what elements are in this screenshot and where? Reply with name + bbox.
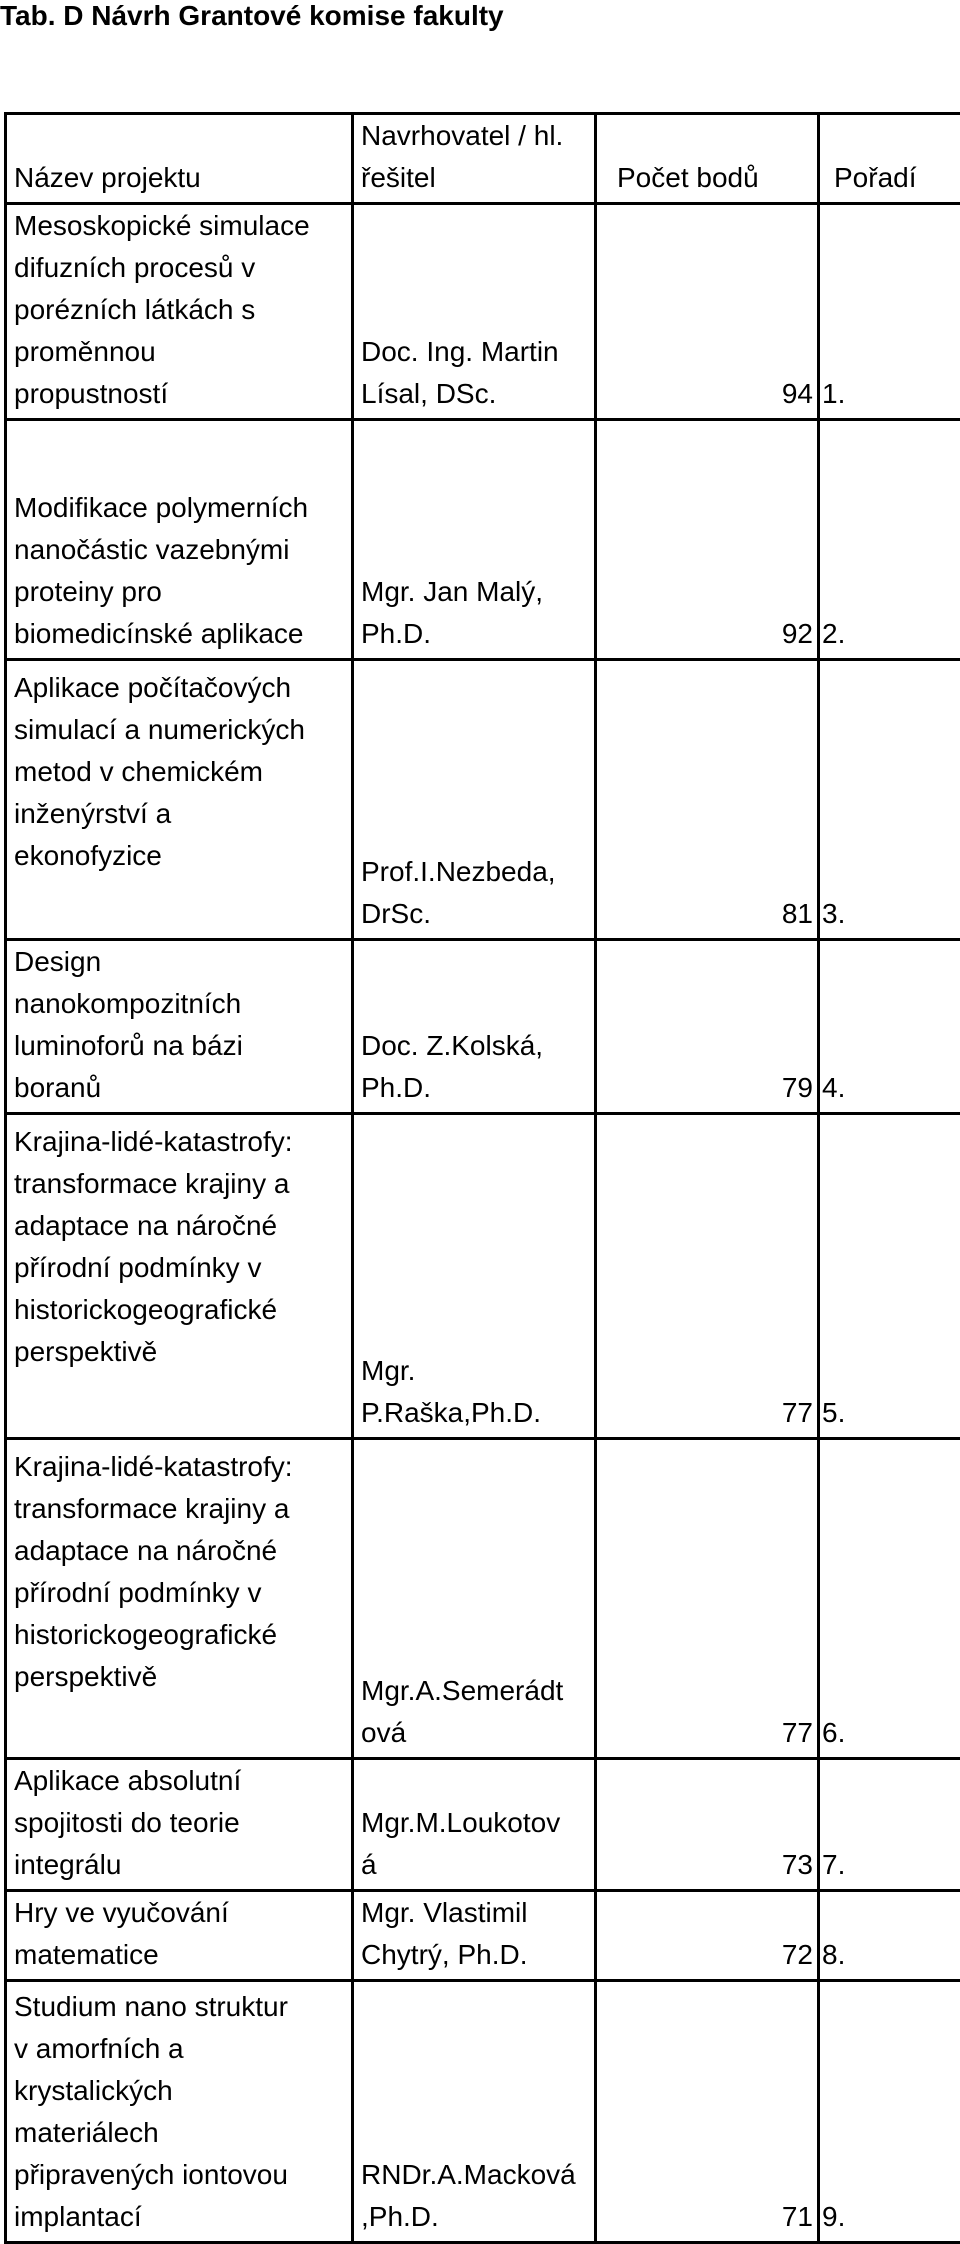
- applicant-cell: Doc. Ing. Martin Lísal, DSc.: [353, 204, 596, 420]
- table-row: [6, 1759, 960, 1891]
- header-applicant: Navrhovatel / hl. řešitel: [353, 114, 596, 204]
- table-row: [6, 1981, 960, 2243]
- header-project-name: Název projektu: [6, 114, 353, 204]
- table-row: [6, 1439, 960, 1759]
- applicant-cell: Mgr. Jan Malý, Ph.D.: [353, 420, 596, 660]
- applicant-cell: Mgr. Vlastimil Chytrý, Ph.D.: [353, 1891, 596, 1981]
- project-name-cell: Krajina-lidé-katastrofy: transformace krajiny a adaptace na náročné přírodní podmínky v historickogeografické perspektivě: [6, 1114, 353, 1439]
- project-name-cell: Studium nano struktur v amorfních a krystalických materiálech připravených iontovou implantací: [6, 1981, 353, 2243]
- applicant-cell: Mgr.A.Semerádt ová: [353, 1439, 596, 1759]
- header-rank: Pořadí: [819, 114, 960, 204]
- project-name-cell: Aplikace počítačových simulací a numerických metod v chemickém inženýrství a ekonofyzice: [6, 660, 353, 940]
- points-cell: 72: [596, 1891, 819, 1981]
- table-row: [6, 420, 960, 660]
- rank-cell: 9.: [819, 1981, 960, 2243]
- rank-cell: 6.: [819, 1439, 960, 1759]
- table-row: [6, 1114, 960, 1439]
- header-points: Počet bodů: [596, 114, 819, 204]
- project-name-cell: Design nanokompozitních luminoforů na bázi boranů: [6, 940, 353, 1114]
- table-row: [6, 204, 960, 420]
- project-name-cell: Modifikace polymerních nanočástic vazebnými proteiny pro biomedicínské aplikace: [6, 420, 353, 660]
- points-cell: 81: [596, 660, 819, 940]
- applicant-cell: Doc. Z.Kolská, Ph.D.: [353, 940, 596, 1114]
- grant-proposal-table: [4, 112, 960, 2244]
- points-cell: 77: [596, 1439, 819, 1759]
- table-row: [6, 660, 960, 940]
- rank-cell: 5.: [819, 1114, 960, 1439]
- points-cell: 79: [596, 940, 819, 1114]
- page-title: Tab. D Návrh Grantové komise fakulty: [0, 0, 504, 32]
- points-cell: 73: [596, 1759, 819, 1891]
- table-row: [6, 940, 960, 1114]
- rank-cell: 7.: [819, 1759, 960, 1891]
- points-cell: 94: [596, 204, 819, 420]
- project-name-cell: Aplikace absolutní spojitosti do teorie integrálu: [6, 1759, 353, 1891]
- applicant-cell: RNDr.A.Macková ,Ph.D.: [353, 1981, 596, 2243]
- project-name-cell: Krajina-lidé-katastrofy: transformace krajiny a adaptace na náročné přírodní podmínky v historickogeografické perspektivě: [6, 1439, 353, 1759]
- rank-cell: 4.: [819, 940, 960, 1114]
- table-header-row: [6, 114, 960, 204]
- project-name-cell: Hry ve vyučování matematice: [6, 1891, 353, 1981]
- project-name-cell: Mesoskopické simulace difuzních procesů v porézních látkách s proměnnou propustností: [6, 204, 353, 420]
- rank-cell: 8.: [819, 1891, 960, 1981]
- table-row: [6, 1891, 960, 1981]
- points-cell: 77: [596, 1114, 819, 1439]
- applicant-cell: Mgr.M.Loukotov á: [353, 1759, 596, 1891]
- rank-cell: 1.: [819, 204, 960, 420]
- rank-cell: 2.: [819, 420, 960, 660]
- rank-cell: 3.: [819, 660, 960, 940]
- applicant-cell: Mgr. P.Raška,Ph.D.: [353, 1114, 596, 1439]
- points-cell: 71: [596, 1981, 819, 2243]
- points-cell: 92: [596, 420, 819, 660]
- applicant-cell: Prof.I.Nezbeda, DrSc.: [353, 660, 596, 940]
